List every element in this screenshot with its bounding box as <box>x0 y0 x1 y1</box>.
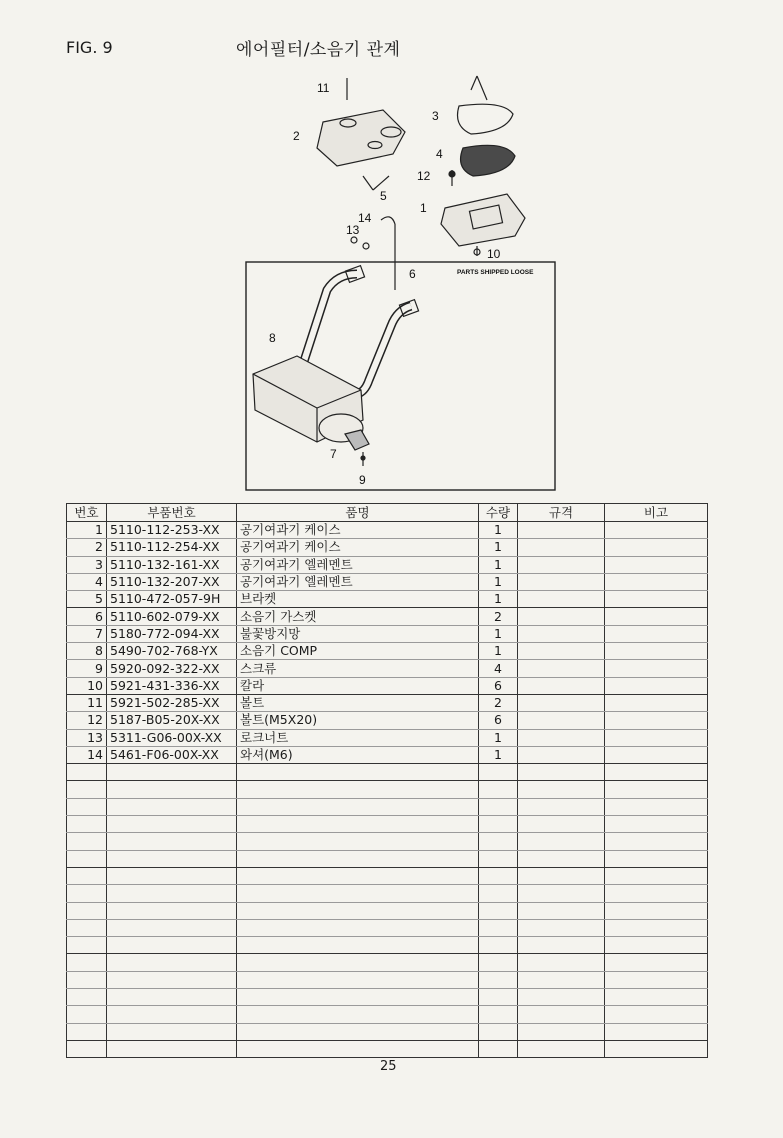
table-cell: 9 <box>67 660 107 677</box>
table-cell: 소음기 가스켓 <box>237 608 479 625</box>
table-cell <box>237 971 479 988</box>
table-cell <box>67 867 107 884</box>
table-cell <box>479 919 518 936</box>
air-filter-element-4 <box>461 145 515 176</box>
table-cell: 5461-F06-00X-XX <box>107 746 237 763</box>
table-cell: 소음기 COMP <box>237 643 479 660</box>
table-cell <box>605 556 708 573</box>
table-cell <box>605 798 708 815</box>
table-cell <box>518 867 605 884</box>
table-cell: 2 <box>67 539 107 556</box>
table-cell: 볼트(M5X20) <box>237 712 479 729</box>
table-cell <box>518 885 605 902</box>
table-cell <box>67 816 107 833</box>
air-cleaner-case-1 <box>441 194 525 246</box>
table-cell: 1 <box>479 591 518 608</box>
table-row <box>67 781 708 798</box>
table-cell: 1 <box>479 556 518 573</box>
table-cell: 3 <box>67 556 107 573</box>
table-cell: 1 <box>479 746 518 763</box>
table-cell <box>479 1023 518 1040</box>
table-cell <box>107 1006 237 1023</box>
column-header: 품명 <box>237 504 479 522</box>
table-row <box>67 816 708 833</box>
table-cell <box>107 850 237 867</box>
table-header-row <box>67 504 708 522</box>
table-row <box>67 643 708 660</box>
table-cell: 5110-112-253-XX <box>107 522 237 539</box>
table-cell: 1 <box>479 729 518 746</box>
shipped-loose-note: PARTS SHIPPED LOOSE <box>457 269 534 276</box>
table-cell <box>518 729 605 746</box>
table-cell <box>67 1006 107 1023</box>
table-cell <box>518 677 605 694</box>
table-row <box>67 539 708 556</box>
table-cell <box>107 781 237 798</box>
table-row <box>67 677 708 694</box>
table-cell <box>67 850 107 867</box>
air-cleaner-case-2 <box>317 110 405 166</box>
diagram-label: 3 <box>432 109 439 123</box>
table-cell <box>479 1040 518 1057</box>
table-cell <box>605 989 708 1006</box>
table-cell <box>605 850 708 867</box>
diagram-label: 14 <box>358 211 372 225</box>
diagram-label: 10 <box>487 247 501 261</box>
table-cell: 1 <box>67 522 107 539</box>
page-number: 25 <box>380 1059 397 1074</box>
table-cell <box>479 816 518 833</box>
table-cell <box>605 522 708 539</box>
table-cell <box>605 694 708 711</box>
table-cell <box>479 885 518 902</box>
table-cell <box>518 850 605 867</box>
table-cell <box>237 867 479 884</box>
table-cell <box>107 1023 237 1040</box>
table-row <box>67 694 708 711</box>
parts-list-table <box>66 503 708 1058</box>
table-cell: 2 <box>479 694 518 711</box>
table-cell <box>605 746 708 763</box>
table-cell <box>107 833 237 850</box>
table-cell <box>237 885 479 902</box>
table-cell <box>107 937 237 954</box>
table-cell <box>518 1006 605 1023</box>
table-cell <box>518 746 605 763</box>
table-row <box>67 522 708 539</box>
table-cell <box>518 902 605 919</box>
table-cell <box>605 573 708 590</box>
table-cell <box>518 971 605 988</box>
table-cell <box>518 608 605 625</box>
table-cell <box>67 1023 107 1040</box>
table-cell <box>479 1006 518 1023</box>
table-row <box>67 867 708 884</box>
table-row <box>67 885 708 902</box>
table-cell <box>605 1023 708 1040</box>
table-cell: 4 <box>67 573 107 590</box>
table-cell <box>518 522 605 539</box>
table-cell: 1 <box>479 522 518 539</box>
table-cell <box>107 902 237 919</box>
table-cell: 5 <box>67 591 107 608</box>
table-cell <box>518 833 605 850</box>
table-row <box>67 833 708 850</box>
table-row <box>67 954 708 971</box>
table-cell <box>479 971 518 988</box>
table-cell <box>605 971 708 988</box>
table-cell: 5110-602-079-XX <box>107 608 237 625</box>
table-cell <box>479 833 518 850</box>
table-cell <box>518 625 605 642</box>
diagram-label: 6 <box>409 267 416 281</box>
table-cell: 공기여과기 케이스 <box>237 522 479 539</box>
table-cell <box>605 867 708 884</box>
table-cell: 5490-702-768-YX <box>107 643 237 660</box>
table-cell <box>518 919 605 936</box>
figure-label: FIG. 9 <box>66 38 113 57</box>
table-cell: 로크너트 <box>237 729 479 746</box>
diagram-label: 1 <box>420 201 427 215</box>
table-cell: 칼라 <box>237 677 479 694</box>
diagram-label: 8 <box>269 331 276 345</box>
table-cell: 공기여과기 엘레멘트 <box>237 573 479 590</box>
table-cell <box>107 764 237 781</box>
table-cell: 14 <box>67 746 107 763</box>
table-cell: 12 <box>67 712 107 729</box>
table-cell <box>237 954 479 971</box>
table-cell: 1 <box>479 539 518 556</box>
table-cell: 6 <box>479 712 518 729</box>
table-cell <box>518 937 605 954</box>
table-cell: 6 <box>479 677 518 694</box>
table-row <box>67 989 708 1006</box>
table-row <box>67 1040 708 1057</box>
table-cell <box>605 1006 708 1023</box>
table-cell <box>518 1040 605 1057</box>
table-cell: 볼트 <box>237 694 479 711</box>
table-cell: 스크류 <box>237 660 479 677</box>
table-row <box>67 798 708 815</box>
table-cell: 5921-502-285-XX <box>107 694 237 711</box>
table-cell <box>237 798 479 815</box>
table-cell <box>518 712 605 729</box>
table-cell <box>479 764 518 781</box>
table-cell <box>605 591 708 608</box>
table-cell <box>237 1040 479 1057</box>
diagram-label: 13 <box>346 223 360 237</box>
table-cell <box>518 591 605 608</box>
table-cell <box>518 643 605 660</box>
table-cell: 5110-132-161-XX <box>107 556 237 573</box>
table-cell <box>107 867 237 884</box>
table-cell <box>107 1040 237 1057</box>
table-row <box>67 764 708 781</box>
diagram-label: 5 <box>380 189 387 203</box>
table-cell <box>237 816 479 833</box>
table-cell: 2 <box>479 608 518 625</box>
table-row <box>67 660 708 677</box>
diagram-label: 11 <box>317 81 330 95</box>
table-cell <box>605 954 708 971</box>
table-cell <box>518 816 605 833</box>
table-cell <box>479 867 518 884</box>
table-cell: 10 <box>67 677 107 694</box>
table-cell <box>605 937 708 954</box>
table-row <box>67 850 708 867</box>
table-cell <box>605 625 708 642</box>
table-cell <box>237 781 479 798</box>
table-cell: 공기여과기 케이스 <box>237 539 479 556</box>
table-cell <box>237 1023 479 1040</box>
exploded-parts-diagram <box>245 70 557 492</box>
table-cell <box>605 885 708 902</box>
table-cell: 4 <box>479 660 518 677</box>
table-cell <box>518 694 605 711</box>
table-cell: 1 <box>479 643 518 660</box>
table-cell <box>479 781 518 798</box>
table-cell <box>518 989 605 1006</box>
table-cell <box>518 954 605 971</box>
table-cell <box>107 954 237 971</box>
table-row <box>67 712 708 729</box>
table-row <box>67 1023 708 1040</box>
table-row <box>67 625 708 642</box>
table-cell <box>518 1023 605 1040</box>
table-cell <box>605 539 708 556</box>
table-row <box>67 573 708 590</box>
table-cell <box>237 989 479 1006</box>
column-header: 부품번호 <box>107 504 237 522</box>
table-cell <box>518 573 605 590</box>
table-cell <box>605 781 708 798</box>
table-cell: 5110-472-057-9H <box>107 591 237 608</box>
table-cell <box>67 1040 107 1057</box>
table-cell: 5110-112-254-XX <box>107 539 237 556</box>
table-cell <box>605 764 708 781</box>
table-cell <box>67 902 107 919</box>
table-row <box>67 937 708 954</box>
table-cell <box>67 937 107 954</box>
table-row <box>67 902 708 919</box>
table-row <box>67 556 708 573</box>
table-row <box>67 1006 708 1023</box>
table-cell <box>479 850 518 867</box>
table-cell: 7 <box>67 625 107 642</box>
air-filter-element-3 <box>458 104 514 134</box>
table-cell: 11 <box>67 694 107 711</box>
table-cell <box>479 902 518 919</box>
table-row <box>67 919 708 936</box>
table-cell <box>67 781 107 798</box>
table-cell: 6 <box>67 608 107 625</box>
table-cell <box>518 781 605 798</box>
table-row <box>67 971 708 988</box>
table-cell <box>237 833 479 850</box>
table-row <box>67 746 708 763</box>
table-cell <box>479 954 518 971</box>
diagram-label: 7 <box>330 447 337 461</box>
table-cell <box>67 919 107 936</box>
table-cell <box>237 902 479 919</box>
table-cell <box>67 798 107 815</box>
table-cell <box>67 764 107 781</box>
table-cell: 불꽃방지망 <box>237 625 479 642</box>
table-cell: 8 <box>67 643 107 660</box>
table-cell <box>67 954 107 971</box>
table-cell <box>518 798 605 815</box>
column-header: 수량 <box>479 504 518 522</box>
table-cell <box>107 798 237 815</box>
table-cell <box>518 660 605 677</box>
table-cell <box>479 989 518 1006</box>
table-row <box>67 591 708 608</box>
table-cell <box>237 937 479 954</box>
table-cell <box>67 833 107 850</box>
table-cell <box>605 729 708 746</box>
diagram-label: 9 <box>359 473 366 487</box>
table-cell <box>237 919 479 936</box>
table-cell: 1 <box>479 573 518 590</box>
table-cell <box>479 937 518 954</box>
table-cell <box>518 764 605 781</box>
diagram-label: 2 <box>293 129 300 143</box>
table-cell <box>605 816 708 833</box>
table-cell <box>237 764 479 781</box>
table-cell: 공기여과기 엘레멘트 <box>237 556 479 573</box>
table-cell: 5920-092-322-XX <box>107 660 237 677</box>
table-cell: 브라켓 <box>237 591 479 608</box>
column-header: 비고 <box>605 504 708 522</box>
table-row <box>67 729 708 746</box>
page-title: 에어필터/소음기 관계 <box>236 40 401 60</box>
table-cell: 5311-G06-00X-XX <box>107 729 237 746</box>
diagram-label: 4 <box>436 147 443 161</box>
table-cell <box>67 989 107 1006</box>
table-cell <box>518 556 605 573</box>
table-cell <box>605 833 708 850</box>
table-cell <box>237 1006 479 1023</box>
table-cell: 와셔(M6) <box>237 746 479 763</box>
table-cell: 5187-B05-20X-XX <box>107 712 237 729</box>
table-cell <box>605 643 708 660</box>
table-cell <box>67 971 107 988</box>
table-cell <box>605 608 708 625</box>
column-header: 규격 <box>518 504 605 522</box>
table-cell: 13 <box>67 729 107 746</box>
table-cell: 1 <box>479 625 518 642</box>
table-cell <box>107 971 237 988</box>
table-cell <box>605 919 708 936</box>
table-cell <box>479 798 518 815</box>
table-cell <box>605 712 708 729</box>
table-cell <box>605 1040 708 1057</box>
table-cell <box>107 816 237 833</box>
table-cell <box>107 885 237 902</box>
table-cell <box>107 919 237 936</box>
table-cell <box>67 885 107 902</box>
table-cell <box>605 660 708 677</box>
table-cell: 5921-431-336-XX <box>107 677 237 694</box>
table-cell: 5180-772-094-XX <box>107 625 237 642</box>
table-cell: 5110-132-207-XX <box>107 573 237 590</box>
table-row <box>67 608 708 625</box>
table-cell <box>237 850 479 867</box>
column-header: 번호 <box>67 504 107 522</box>
table-cell <box>605 902 708 919</box>
diagram-label: 12 <box>417 169 431 183</box>
table-cell <box>107 989 237 1006</box>
table-cell <box>605 677 708 694</box>
table-cell <box>518 539 605 556</box>
